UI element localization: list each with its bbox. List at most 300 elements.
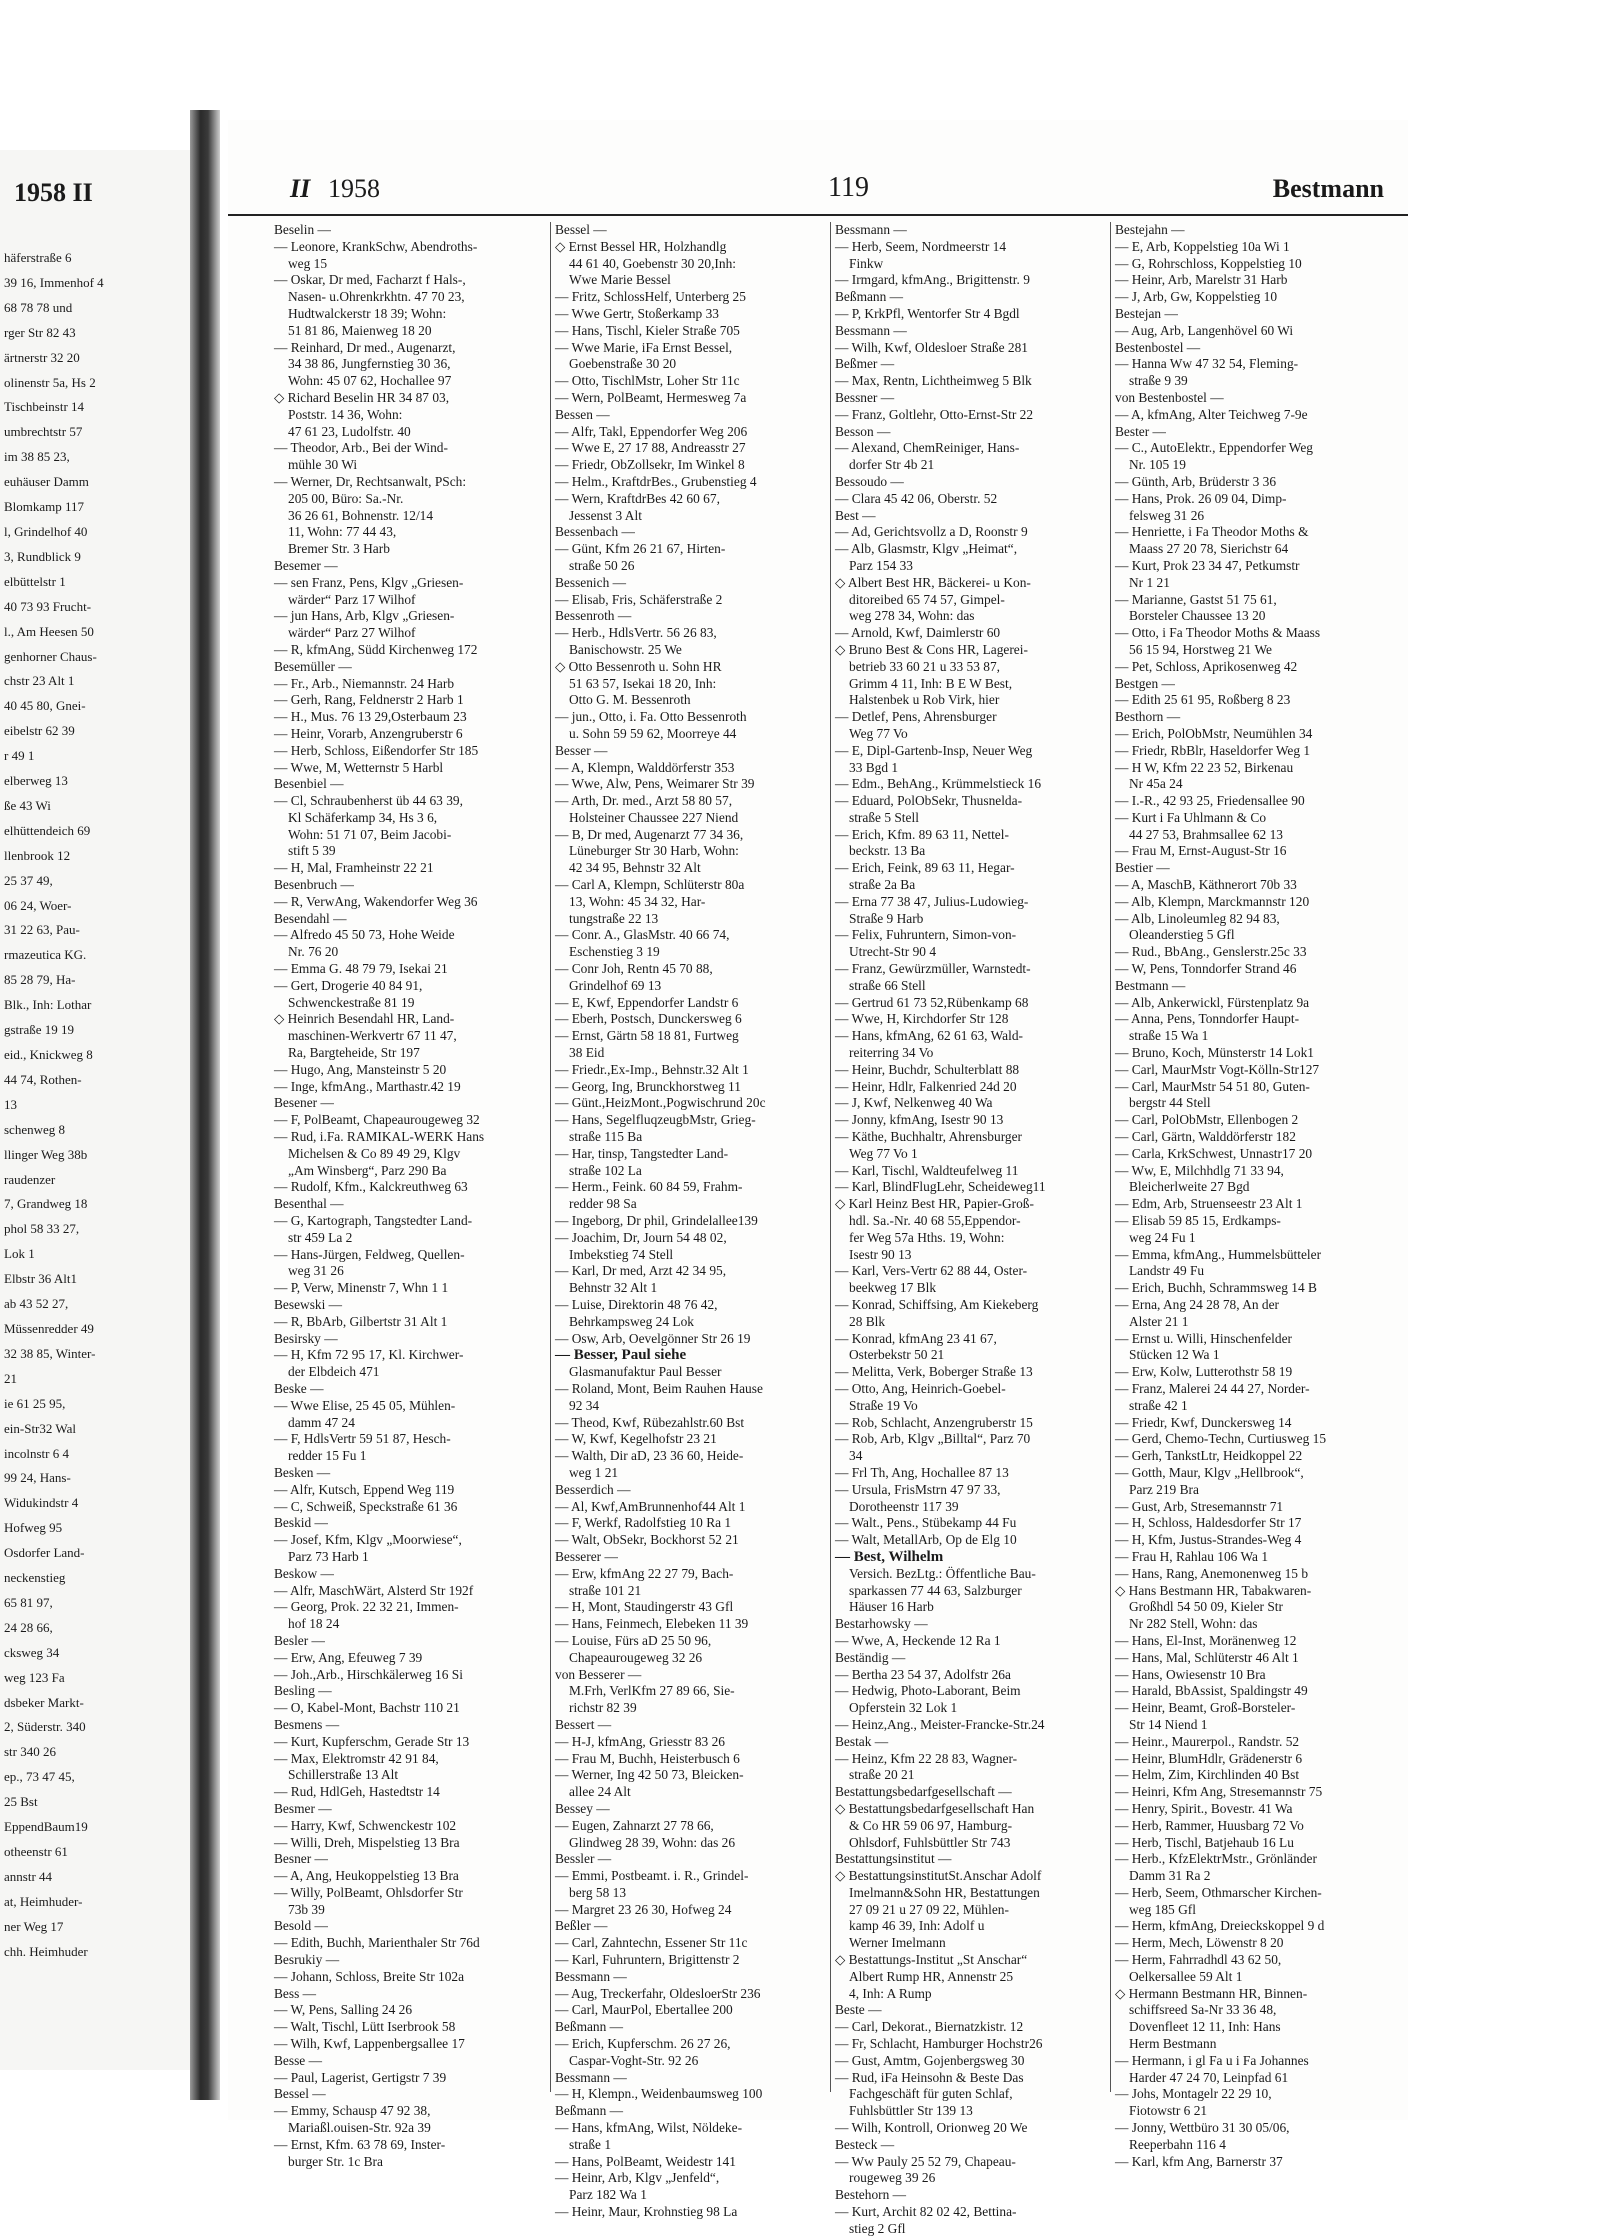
directory-entry-line: — Günt.,HeizMont.,Pogwischrund 20c: [555, 1095, 766, 1111]
directory-entry-line: — Otto, i Fa Theodor Moths & Maass: [1115, 625, 1321, 641]
directory-entry-line: — Georg, Prok. 22 32 21, Immen-: [274, 1599, 459, 1615]
directory-entry-line: Straße 19 Vo: [849, 1397, 918, 1413]
directory-entry-line: — Ingeborg, Dr phil, Grindelallee139: [555, 1213, 758, 1229]
directory-entry-line: Maass 27 20 78, Sierichstr 64: [1129, 541, 1289, 557]
directory-entry-line: — J, Kwf, Nelkenweg 40 Wa: [835, 1095, 993, 1111]
directory-entry-line: — Erich, Feink, 89 63 11, Hegar-: [835, 860, 1015, 876]
directory-entry-line: Damm 31 Ra 2: [1129, 1868, 1211, 1884]
facing-page-line: 25 37 49,: [4, 872, 53, 888]
directory-entry-line: berg 58 13: [569, 1884, 627, 1900]
directory-entry-line: Bremer Str. 3 Harb: [288, 541, 390, 557]
directory-entry-line: — R, BbArb, Gilbertstr 31 Alt 1: [274, 1313, 448, 1329]
page-header: [228, 170, 1408, 216]
directory-entry-line: — Rob, Arb, Klgv „Billtal“, Parz 70: [835, 1431, 1031, 1447]
directory-entry-line: wärder“ Parz 17 Wilhof: [288, 591, 416, 607]
directory-entry-line: — Al, Kwf,AmBrunnenhof44 Alt 1: [555, 1498, 746, 1514]
directory-entry-line: 42 34 95, Behnstr 32 Alt: [569, 860, 701, 876]
directory-entry-line: straße 50 26: [569, 557, 635, 573]
surname-heading: Beßmann —: [555, 2103, 624, 2119]
directory-entry-line: weg 278 34, Wohn: das: [849, 608, 975, 624]
directory-entry-line: — Hanna Ww 47 32 54, Fleming-: [1115, 356, 1299, 372]
directory-entry-line: Wohn: 45 07 62, Hochallee 97: [288, 373, 452, 389]
directory-entry-line: — Joachim, Dr, Journ 54 48 02,: [555, 1229, 727, 1245]
surname-heading: Besenbruch —: [274, 877, 354, 893]
directory-entry-line: — Gerh, Rang, Feldnerstr 2 Harb 1: [274, 692, 464, 708]
directory-entry-line: 33 Bgd 1: [849, 759, 899, 775]
facing-page-line: cksweg 34: [4, 1644, 60, 1660]
facing-page-line: ep., 73 47 45,: [4, 1769, 75, 1785]
directory-entry-line: — Herb, Seem, Nordmeerstr 14: [835, 238, 1007, 254]
surname-heading: Besmens —: [274, 1716, 340, 1732]
directory-entry-line: Nasen- u.Ohrenkrkhtn. 47 70 23,: [288, 289, 465, 305]
directory-entry-line: Straße 9 Harb: [849, 910, 924, 926]
directory-entry-line: — Walt, MetallArb, Op de Elg 10: [835, 1532, 1017, 1548]
facing-page-line: eid., Knickweg 8: [4, 1047, 93, 1062]
facing-page-line: l., Am Heesen 50: [4, 623, 94, 639]
facing-page-line: weg 123 Fa: [4, 1669, 65, 1685]
directory-entry-line: — Herm, Fahrradhdl 43 62 50,: [1115, 1952, 1282, 1968]
surname-heading: Besson —: [835, 423, 891, 439]
surname-heading: Bestejahn —: [1115, 222, 1185, 237]
entry-column-2: [550, 222, 827, 2220]
directory-entry-line: — Hans, Feinmech, Elebeken 11 39: [555, 1616, 749, 1632]
directory-entry-line: — Karl, Fuhruntern, Brigittenstr 2: [555, 1952, 740, 1968]
directory-entry-line: — Ursula, FrisMstrn 47 97 33,: [835, 1481, 1001, 1497]
directory-entry-line: — Heinr, Arb, Marelstr 31 Harb: [1115, 272, 1288, 288]
directory-entry-line: Werner Imelmann: [849, 1935, 946, 1951]
directory-entry-line: — Friedr.,Ex-Imp., Behnstr.32 Alt 1: [555, 1061, 749, 1077]
directory-entry-line: — Kurt i Fa Uhlmann & Co: [1115, 809, 1267, 825]
directory-entry-line: — Hugo, Ang, Mansteinstr 5 20: [274, 1061, 447, 1077]
directory-entry-line: — Gerh, TankstLtr, Heidkoppel 22: [1115, 1448, 1303, 1464]
directory-entry-line: — Wwe, A, Heckende 12 Ra 1: [835, 1632, 1001, 1648]
directory-entry-line: Nr 282 Stell, Wohn: das: [1129, 1616, 1258, 1632]
facing-page-line: neckenstieg: [4, 1570, 66, 1586]
facing-page-line: dsbeker Markt-: [4, 1694, 84, 1710]
surname-heading: Beständig —: [835, 1649, 906, 1665]
facing-page-line: eibelstr 62 39: [4, 723, 75, 739]
surname-heading: Bessmann —: [835, 222, 907, 237]
directory-entry-line: Oleanderstieg 5 Gfl: [1129, 927, 1235, 943]
surname-heading: Bessmann —: [835, 322, 907, 338]
surname-heading: Beskow —: [274, 1565, 334, 1581]
surname-heading: Besteck —: [835, 2136, 895, 2152]
facing-page-line: raudenzer: [4, 1171, 56, 1187]
directory-entry-line: — F, HdlsVertr 59 51 87, Hesch-: [274, 1431, 451, 1447]
directory-entry-line: — Harry, Kwf, Schwenckestr 102: [274, 1817, 457, 1833]
directory-entry-line: — Edith 25 61 95, Roßberg 8 23: [1115, 692, 1291, 708]
directory-entry-line: — Herm, Mech, Löwenstr 8 20: [1115, 1935, 1284, 1951]
surname-heading: von Besserer —: [555, 1666, 642, 1682]
facing-page-line: Hofweg 95: [4, 1520, 63, 1536]
facing-page-line: 25 Bst: [4, 1794, 38, 1810]
directory-entry-line: — Wwe Marie, iFa Ernst Bessel,: [555, 339, 733, 355]
directory-entry-line: — Franz, Goltlehr, Otto-Ernst-Str 22: [835, 406, 1034, 422]
surname-heading: Besrukiy —: [274, 1952, 340, 1968]
surname-heading: Bestgen —: [1115, 675, 1175, 691]
directory-entry-line: — Erw, kfmAng 22 27 79, Bach-: [555, 1565, 734, 1581]
directory-entry-line: — Elisab, Fris, Schäferstraße 2: [555, 591, 723, 607]
facing-page: [0, 150, 196, 2070]
directory-entry-line: — Gust, Amtm, Gojenbergsweg 30: [835, 2052, 1025, 2068]
directory-entry-line: — Hans, PolBeamt, Weidestr 141: [555, 2153, 736, 2169]
directory-entry-line: — Heinr, Arb, Klgv „Jenfeld“,: [555, 2170, 720, 2186]
directory-entry-line: — Frl Th, Ang, Hochallee 87 13: [835, 1464, 1009, 1480]
directory-entry-line: — Otto, Ang, Heinrich-Goebel-: [835, 1380, 1006, 1396]
directory-entry-line: — Hans, El-Inst, Moränenweg 12: [1115, 1632, 1297, 1648]
directory-entry-line: — Roland, Mont, Beim Rauhen Hause: [555, 1380, 763, 1396]
directory-entry-line: — Hans, kfmAng, 62 61 63, Wald-: [835, 1028, 1023, 1044]
directory-entry-line: — A, MaschB, Käthnerort 70b 33: [1115, 877, 1297, 893]
directory-entry-line: straße 5 Stell: [849, 809, 919, 825]
surname-heading: Besser —: [555, 742, 608, 758]
directory-entry-line: — Kurt, Prok 23 34 47, Petkumstr: [1115, 557, 1300, 573]
surname-heading: Bestak —: [835, 1733, 889, 1749]
surname-heading: Besendahl —: [274, 910, 347, 926]
directory-entry-line: — Wwe E, 27 17 88, Andreasstr 27: [555, 440, 746, 456]
page-number: 119: [828, 172, 869, 203]
facing-page-line: gstraße 19 19: [4, 1022, 75, 1038]
volume-label: II: [290, 174, 311, 203]
facing-page-line: l, Grindelhof 40: [4, 523, 88, 539]
directory-entry-line: — Herb, Tischl, Batjehaub 16 Lu: [1115, 1834, 1294, 1850]
directory-entry-line: — Cl, Schraubenherst üb 44 63 39,: [274, 793, 463, 809]
surname-heading: von Bestenbostel —: [1115, 389, 1224, 405]
surname-heading: Bessenich —: [555, 574, 627, 590]
directory-entry-line: — A, kfmAng, Alter Teichweg 7-9e: [1115, 406, 1308, 422]
surname-heading: Bessel —: [274, 2086, 326, 2102]
directory-entry-line: — Willi, Dreh, Mispelstieg 13 Bra: [274, 1834, 460, 1850]
directory-entry-line: Nr 45a 24: [1129, 776, 1183, 792]
facing-page-line: 65 81 97,: [4, 1594, 53, 1610]
directory-entry-line: Albert Rump HR, Annenstr 25: [849, 1968, 1014, 1984]
directory-entry-line: Goebenstraße 30 20: [569, 356, 677, 372]
directory-entry-line: — Carl, Zahntechn, Essener Str 11c: [555, 1935, 748, 1951]
directory-entry-line: Versich. BezLtg.: Öffentliche Bau-: [849, 1565, 1036, 1581]
directory-entry-line: hdl. Sa.-Nr. 40 68 55,Eppendor-: [849, 1213, 1021, 1229]
directory-entry-line: hof 18 24: [288, 1616, 340, 1632]
directory-entry-line: — O, Kabel-Mont, Bachstr 110 21: [274, 1700, 460, 1716]
directory-entry-line: — Rud., BbAng., Genslerstr.25c 33: [1115, 944, 1307, 960]
surname-heading: Bessmann —: [555, 2069, 627, 2085]
facing-page-lines: [4, 246, 184, 1965]
directory-entry-line: — Erw, Ang, Efeuweg 7 39: [274, 1649, 423, 1665]
directory-entry-line: Caspar-Voght-Str. 92 26: [569, 2052, 699, 2068]
directory-entry-line: bergstr 44 Stell: [1129, 1095, 1211, 1111]
directory-entry-line: — Willy, PolBeamt, Ohlsdorfer Str: [274, 1884, 463, 1900]
directory-entry-line: — Erich, Kfm. 89 63 11, Nettel-: [835, 826, 1009, 842]
directory-entry-line: — Hans, Prok. 26 09 04, Dimp-: [1115, 490, 1287, 506]
directory-entry-line: — Eugen, Zahnarzt 27 78 66,: [555, 1817, 714, 1833]
surname-heading: Besenbiel —: [274, 776, 344, 792]
directory-entry-line: — Alfr, Takl, Eppendorfer Weg 206: [555, 423, 748, 439]
directory-entry-line: — Besser, Paul siehe: [555, 1347, 687, 1364]
directory-entry-line: Ohlsdorf, Fuhlsbüttler Str 743: [849, 1834, 1011, 1850]
directory-entry-line: straße 101 21: [569, 1582, 642, 1598]
directory-entry-line: — Conr Joh, Rentn 45 70 88,: [555, 961, 713, 977]
directory-entry-line: — Walth, Dir aD, 23 36 60, Heide-: [555, 1448, 744, 1464]
directory-entry-line: — Alb, Klempn, Marckmannstr 120: [1115, 893, 1310, 909]
directory-entry-line: — Felix, Fuhruntern, Simon-von-: [835, 927, 1017, 943]
directory-entry-line: — Fr., Arb., Niemannstr. 24 Harb: [274, 675, 455, 691]
directory-entry-line: Opferstein 32 Lok 1: [849, 1700, 958, 1716]
directory-entry-line: straße 66 Stell: [849, 977, 926, 993]
entry-column-4: [1110, 222, 1387, 2169]
directory-entry-line: Parz 182 Wa 1: [569, 2187, 647, 2203]
directory-entry-line: — Heinz, Kfm 22 28 83, Wagner-: [835, 1750, 1018, 1766]
facing-page-line: rmazeutica KG.: [4, 947, 87, 963]
directory-entry-line: — Carl, PolObMstr, Ellenbogen 2: [1115, 1112, 1299, 1128]
directory-entry-line: Behnstr 32 Alt 1: [569, 1280, 658, 1296]
surname-heading: Beßmann —: [835, 289, 904, 305]
facing-page-line: Tischbeinstr 14: [4, 399, 85, 415]
surname-heading: Besmer —: [274, 1800, 332, 1816]
directory-entry-line: — Carl A, Klempn, Schlüterstr 80a: [555, 877, 745, 893]
directory-entry-line: — E, Dipl-Gartenb-Insp, Neuer Weg: [835, 742, 1033, 758]
directory-entry-line: — Edith, Buchh, Marienthaler Str 76d: [274, 1935, 480, 1951]
directory-entry-line: Holsteiner Chaussee 227 Niend: [569, 809, 739, 825]
directory-entry-line: — Fritz, SchlossHelf, Unterberg 25: [555, 289, 746, 305]
directory-entry-line: — Inge, kfmAng., Marthastr.42 19: [274, 1078, 461, 1094]
directory-entry-line: — Heinr, Maur, Krohnstieg 98 La: [555, 2204, 738, 2220]
surname-heading: Bester —: [1115, 423, 1166, 439]
directory-entry-line: Nr. 105 19: [1129, 457, 1186, 473]
directory-entry-line: u. Sohn 59 59 62, Moorreye 44: [569, 725, 737, 741]
directory-entry-line: — Max, Rentn, Lichtheimweg 5 Blk: [835, 373, 1032, 389]
directory-entry-line: weg 15: [288, 255, 328, 271]
facing-page-line: 40 45 80, Gnei-: [4, 698, 86, 714]
facing-page-line: 32 38 85, Winter-: [4, 1345, 96, 1361]
directory-entry-line: beekweg 17 Blk: [849, 1280, 937, 1296]
facing-page-line: chstr 23 Alt 1: [4, 673, 75, 689]
directory-entry-line: Grimm 4 11, Inh: B E W Best,: [849, 675, 1013, 691]
surname-heading: Beske —: [274, 1380, 324, 1396]
directory-entry-line: — Käthe, Buchhaltr, Ahrensburger: [835, 1129, 1023, 1145]
directory-entry-line: Schwenckestraße 81 19: [288, 994, 415, 1010]
directory-entry-line: — Günth, Arb, Brüderstr 3 36: [1115, 473, 1277, 489]
directory-entry-line: Reeperbahn 116 4: [1129, 2136, 1226, 2152]
facing-page-line: Blomkamp 117: [4, 499, 85, 515]
directory-entry-line: — Heinr, Vorarb, Anzengruberstr 6: [274, 725, 463, 741]
directory-entry-line: — Harald, BbAssist, Spaldingstr 49: [1115, 1683, 1308, 1699]
directory-entry-line: — Aug, Arb, Langenhövel 60 Wi: [1115, 322, 1294, 338]
directory-entry-line: Wwe Marie Bessel: [569, 272, 671, 288]
directory-entry-line: — Karl, Tischl, Waldteufelweg 11: [835, 1162, 1019, 1178]
directory-entry-line: — A, Klempn, Walddörferstr 353: [555, 759, 735, 775]
directory-entry-line: — Emmy, Schausp 47 92 38,: [274, 2103, 431, 2119]
directory-entry-line: — Herb, Rammer, Huusbarg 72 Vo: [1115, 1817, 1304, 1833]
directory-entry-line: — Osw, Arb, Oevelgönner Str 26 19: [555, 1330, 751, 1346]
facing-page-line: rger Str 82 43: [4, 324, 76, 340]
directory-entry-line: 44 27 53, Brahmsallee 62 13: [1129, 826, 1283, 842]
directory-entry-line: — Herb, Schloss, Eißendorfer Str 185: [274, 742, 479, 758]
surname-heading: Bessenbach —: [555, 524, 635, 540]
surname-heading: Bess —: [274, 1985, 317, 2001]
directory-entry-line: — Wilh, Kontroll, Orionweg 20 We: [835, 2120, 1028, 2136]
facing-page-line: Müssenredder 49: [4, 1320, 94, 1336]
directory-entry-line: — Arnold, Kwf, Daimlerstr 60: [835, 625, 1001, 641]
directory-entry-line: — A, Ang, Heukoppelstieg 13 Bra: [274, 1868, 459, 1884]
directory-entry-line: — Günt, Kfm 26 21 67, Hirten-: [555, 541, 726, 557]
surname-heading: Bessey —: [555, 1800, 610, 1816]
surname-heading: Bessler —: [555, 1851, 612, 1867]
directory-entry-line: tungstraße 22 13: [569, 910, 659, 926]
surname-heading: Beßmer —: [835, 356, 895, 372]
directory-entry-line: Herm Bestmann: [1129, 2036, 1217, 2052]
directory-entry-line: — Louise, Fürs aD 25 50 96,: [555, 1632, 712, 1648]
facing-page-line: Lok 1: [4, 1246, 35, 1262]
facing-page-line: 21: [4, 1370, 17, 1386]
directory-entry-line: — Bruno, Koch, Münsterstr 14 Lok1: [1115, 1045, 1314, 1061]
directory-entry-line: — Heinr, Beamt, Groß-Borsteler-: [1115, 1700, 1296, 1716]
directory-entry-line: — Carl, MaurMstr Vogt-Kölln-Str127: [1115, 1061, 1320, 1077]
directory-entry-line: — Carl, Dekorat., Biernatzkistr. 12: [835, 2019, 1024, 2035]
directory-entry-line: — Best, Wilhelm: [835, 1548, 944, 1565]
directory-entry-line: — Hans, SegelfluqzeugbMstr, Grieg-: [555, 1112, 756, 1128]
directory-entry-line: — Ernst u. Willi, Hinschenfelder: [1115, 1330, 1292, 1346]
directory-entry-line: — H, Schloss, Haldesdorfer Str 17: [1115, 1515, 1302, 1531]
surname-heading: Besenthal —: [274, 1196, 344, 1212]
directory-entry-line: straße 102 La: [569, 1162, 642, 1178]
directory-entry-line: — F, PolBeamt, Chapeaurougeweg 32: [274, 1112, 480, 1128]
directory-entry-line: — jun Hans, Arb, Klgv „Griesen-: [274, 608, 455, 624]
directory-entry-line: Borsteler Chaussee 13 20: [1129, 608, 1266, 624]
surname-heading: Beskid —: [274, 1515, 328, 1531]
directory-entry-line: Imelmann&Sohn HR, Bestattungen: [849, 1884, 1040, 1900]
directory-entry-line: — Emmi, Postbeamt. i. R., Grindel-: [555, 1868, 749, 1884]
surname-heading: Bestejan —: [1115, 305, 1178, 321]
directory-entry-line: — Rud, i.Fa. RAMIKAL-WERK Hans: [274, 1129, 485, 1145]
facing-page-line: llenbrook 12: [4, 847, 71, 863]
directory-entry-line: 51 63 57, Isekai 18 20, Inh:: [569, 675, 717, 691]
facing-page-line: häferstraße 6: [4, 250, 72, 265]
directory-entry-line: Mariaßl.ouisen-Str. 92a 39: [288, 2120, 431, 2136]
facing-page-line: 24 28 66,: [4, 1619, 53, 1635]
directory-entry-line: beckstr. 13 Ba: [849, 843, 926, 859]
facing-page-line: Osdorfer Land-: [4, 1545, 85, 1561]
directory-entry-line: Fiotowstr 6 21: [1129, 2103, 1208, 2119]
directory-entry-line: dorfer Str 4b 21: [849, 457, 935, 473]
directory-entry-line: — Heinr, Buchdr, Schulterblatt 88: [835, 1061, 1020, 1077]
facing-page-line: Blk., Inh: Lothar: [4, 997, 92, 1013]
directory-entry-line: ◇ Bestattungsbedarfgesellschaft Han: [835, 1800, 1035, 1816]
directory-entry-line: — Helm., KraftdrBes., Grubenstieg 4: [555, 473, 757, 489]
directory-entry-line: straße 1: [569, 2136, 612, 2152]
directory-entry-line: — Alb, Ankerwickl, Fürstenplatz 9a: [1115, 994, 1310, 1010]
directory-entry-line: — Fr, Schlacht, Hamburger Hochstr26: [835, 2036, 1043, 2052]
facing-page-line: ie 61 25 95,: [4, 1395, 66, 1411]
directory-entry-line: — Henry, Spirit., Bovestr. 41 Wa: [1115, 1800, 1293, 1816]
directory-entry-line: — Alb, Glasmstr, Klgv „Heimat“,: [835, 541, 1018, 557]
catchword: Bestmann: [1272, 174, 1384, 203]
directory-entry-line: — Erw, Kolw, Lutterothstr 58 19: [1115, 1364, 1293, 1380]
directory-entry-line: — Wilh, Kwf, Lappenbergsallee 17: [274, 2036, 465, 2052]
directory-entry-line: ◇ Bestattungs-Institut „St Anschar“: [835, 1952, 1028, 1968]
directory-entry-line: ◇ Bruno Best & Cons HR, Lagerei-: [835, 641, 1028, 657]
facing-page-line: ärtnerstr 32 20: [4, 349, 80, 365]
directory-entry-line: allee 24 Alt: [569, 1784, 631, 1800]
directory-entry-line: — Hans, Tischl, Kieler Straße 705: [555, 322, 740, 338]
facing-page-header: 1958 II: [14, 178, 93, 207]
facing-page-line: phol 58 33 27,: [4, 1221, 80, 1237]
facing-page-line: im 38 85 23,: [4, 449, 70, 465]
facing-page-line: ein-Str32 Wal: [4, 1420, 77, 1436]
directory-entry-line: — Carl, MaurMstr 54 51 80, Guten-: [1115, 1078, 1310, 1094]
directory-entry-line: — Konrad, kfmAng 23 41 67,: [835, 1330, 997, 1346]
directory-entry-line: — Marianne, Gastst 51 75 61,: [1115, 591, 1277, 607]
directory-entry-line: 47 61 23, Ludolfstr. 40: [288, 423, 411, 439]
directory-entry-line: weg 24 Fu 1: [1129, 1229, 1196, 1245]
surname-heading: Besold —: [274, 1918, 328, 1934]
directory-entry-line: — Bertha 23 54 37, Adolfstr 26a: [835, 1666, 1011, 1682]
directory-entry-line: Halstenbek u Rob Virk, hier: [849, 692, 1000, 708]
surname-heading: Bestier —: [1115, 860, 1170, 876]
facing-page-line: otheenstr 61: [4, 1844, 68, 1859]
directory-entry-line: — Hans, Owiesenstr 10 Bra: [1115, 1666, 1266, 1682]
surname-heading: Besirsky —: [274, 1330, 338, 1346]
facing-page-line: chh. Heimhuder: [4, 1943, 88, 1959]
directory-entry-line: — R, kfmAng, Südd Kirchenweg 172: [274, 641, 478, 657]
directory-entry-line: Fachgeschäft für guten Schlaf,: [849, 2086, 1013, 2102]
directory-entry-line: Harder 47 24 70, Leinpfad 61: [1129, 2069, 1289, 2085]
directory-entry-line: straße 20 21: [849, 1767, 915, 1783]
facing-page-line: olinenstr 5a, Hs 2: [4, 374, 96, 390]
directory-entry-line: Dorotheenstr 117 39: [849, 1498, 959, 1514]
directory-entry-line: — Eberh, Postsch, Dunckersweg 6: [555, 1011, 742, 1027]
directory-entry-line: — Arth, Dr. med., Arzt 58 80 57,: [555, 793, 733, 809]
directory-entry-line: Nr. 76 20: [288, 944, 339, 960]
directory-entry-line: — H., Mus. 76 13 29,Osterbaum 23: [274, 709, 467, 725]
directory-entry-line: 51 81 86, Maienweg 18 20: [288, 322, 432, 338]
entry-column-3: [830, 222, 1107, 2236]
directory-entry-line: — E, Arb, Koppelstieg 10a Wi 1: [1115, 238, 1290, 254]
facing-page-line: genhorner Chaus-: [4, 648, 97, 664]
directory-entry-line: — Karl, Dr med, Arzt 42 34 95,: [555, 1263, 727, 1279]
directory-entry-line: Isestr 90 13: [849, 1246, 912, 1262]
directory-entry-line: — H, Kfm 72 95 17, Kl. Kirchwer-: [274, 1347, 464, 1363]
directory-entry-line: — Heinr, BlumHdlr, Grädenerstr 6: [1115, 1750, 1303, 1766]
directory-entry-line: — Gotth, Maur, Klgv „Hellbrook“,: [1115, 1464, 1304, 1480]
directory-entry-line: Parz 73 Harb 1: [288, 1548, 369, 1564]
directory-entry-line: — Leonore, KrankSchw, Abendroths-: [274, 238, 478, 254]
directory-entry-line: — Heinz,Ang., Meister-Francke-Str.24: [835, 1716, 1045, 1732]
directory-entry-line: — Pet, Schloss, Aprikosenweg 42: [1115, 658, 1298, 674]
directory-entry-line: redder 15 Fu 1: [288, 1448, 367, 1464]
directory-entry-line: 44 61 40, Goebenstr 30 20,Inh:: [569, 255, 736, 271]
directory-entry-line: — Wwe Elise, 25 45 05, Mühlen-: [274, 1397, 456, 1413]
directory-entry-line: — Erich, Kupferschm. 26 27 26,: [555, 2036, 731, 2052]
directory-entry-line: 4, Inh: A Rump: [849, 1985, 932, 2001]
directory-entry-line: — Hans, Rang, Anemonenweg 15 b: [1115, 1565, 1309, 1581]
directory-entry-line: — Walt, ObSekr, Bockhorst 52 21: [555, 1532, 739, 1548]
directory-entry-line: — sen Franz, Pens, Klgv „Griesen-: [274, 574, 464, 590]
directory-entry-line: straße 115 Ba: [569, 1129, 643, 1145]
directory-entry-line: — Theod, Kwf, Rübezahlstr.60 Bst: [555, 1414, 745, 1430]
directory-entry-line: — Theodor, Arb., Bei der Wind-: [274, 440, 448, 456]
directory-entry-line: — Alfr, MaschWärt, Alsterd Str 192f: [274, 1582, 474, 1598]
directory-entry-line: — Jonny, Wettbüro 31 30 05/06,: [1115, 2120, 1290, 2136]
directory-entry-line: — Gertrud 61 73 52,Rübenkamp 68: [835, 994, 1029, 1010]
directory-entry-line: richstr 82 39: [569, 1700, 637, 1716]
directory-entry-line: 38 Eid: [569, 1045, 605, 1061]
directory-entry-line: — Oskar, Dr med, Facharzt f Hals-,: [274, 272, 466, 288]
surname-heading: Bessert —: [555, 1716, 612, 1732]
directory-entry-line: — Herb., HdlsVertr. 56 26 83,: [555, 625, 717, 641]
directory-entry-line: sparkassen 77 44 63, Salzburger: [849, 1582, 1022, 1598]
directory-entry-line: burger Str. 1c Bra: [288, 2153, 383, 2169]
year-label: 1958: [328, 174, 380, 203]
directory-entry-line: — Conr. A., GlasMstr. 40 66 74,: [555, 927, 730, 943]
